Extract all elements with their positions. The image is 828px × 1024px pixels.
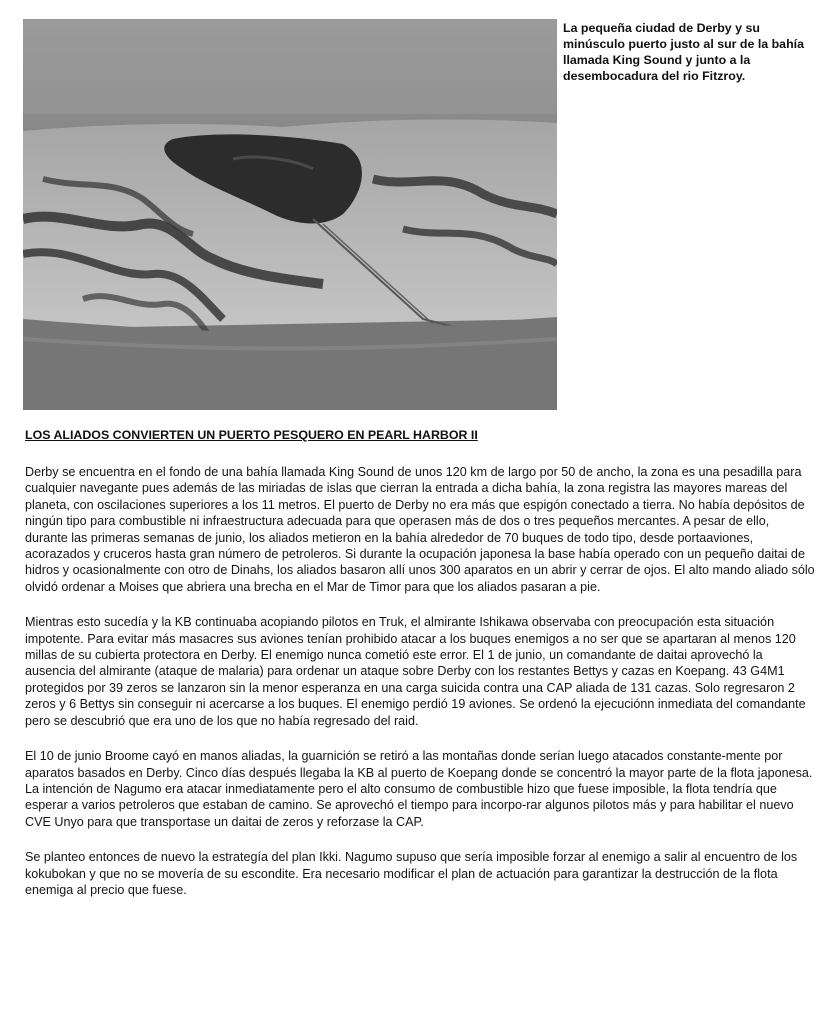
- photo-caption: La pequeña ciudad de Derby y su minúsculo puerto justo al sur de la bahía llamada King Sound y junto a la desembocadura del rio Fitzroy.: [563, 21, 804, 83]
- paragraph: Mientras esto sucedía y la KB continuaba acopiando pilotos en Truk, el almirante Ishikawa observaba con preocupación esta situación impotente. Para evitar más masacres sus aviones tenían prohibido atacar a los buques enemigos a no ser que se apartaran al menos 120 millas de su cubierta protectora en Derby. El enemigo nunca cometió este error. El 1 de junio, un comandante de daitai aprovechó la ausencia del almirante (ataque de malaria) para ordenar un ataque sobre Derby con los restantes Bettys y cazas en Koepang. 43 G4M1 protegidos por 39 zeros se lanzaron sin la menor esperanza en una carga suicida contra una CAP aliada de 131 cazas. Solo regresaron 2 zeros y 6 Bettys sin conseguir ni acercarse a los buques. El enemigo perdió 19 aviones. Se ordenó la ejecuciónn inmediata del comandante pero se descubrió que era uno de los que no había regresado del raid.: [25, 615, 806, 728]
- article-body: [25, 464, 815, 917]
- aerial-photo: [23, 19, 557, 410]
- paragraph: El 10 de junio Broome cayó en manos aliadas, la guarnición se retiró a las montañas donde serían luego atacados constante-mente por aparatos basados en Derby. Cinco días después llegaba la KB al puerto de Koepang donde se concentró la mayor parte de la flota japonesa. La intención de Nagumo era atacar inmediatamente pero el alto consumo de combustible hizo que fuese imposible, la flota tendría que esperar a varios petroleros que estaban de camino. Se aprovechó el tiempo para incorpo-rar algunos pilotos más y para habilitar el nuevo CVE Unyo para que transportase un daitai de zeros y reforzase la CAP.: [25, 749, 813, 829]
- article-heading: LOS ALIADOS CONVIERTEN UN PUERTO PESQUERO EN PEARL HARBOR II: [25, 428, 478, 442]
- paragraph: Se planteo entonces de nuevo la estrategía del plan Ikki. Nagumo supuso que sería imposible forzar al enemigo a salir al encuentro de los kokubokan y que no se movería de su escondite. Era necesario modificar el plan de actuación para garantizar la destrucción de la flota enemiga al precio que fuese.: [25, 850, 798, 897]
- paragraph: Derby se encuentra en el fondo de una bahía llamada King Sound de unos 120 km de largo por 50 de ancho, la zona es una pesadilla para cualquier navegante pues además de las miriadas de islas que cierran la entrada a dicha bahía, la zona registra las mayores mareas del planeta, con oscilaciones superiores a los 11 metros. El puerto de Derby no era más que espigón conectado a tierra. No había depósitos de ningún tipo para combustible ni infraestructura adecuada para que operasen más de dos o tres pequeños mercantes. A pesar de ello, durante las primeras semanas de junio, los aliados metieron en la bahía alrededor de 70 buques de todo tipo, desde portaaviones, acorazados y cruceros hasta gran número de petroleros. Si durante la ocupación japonesa la base había operado con un pequeño daitai de hidros y ocasionalmente con otro de Dinahs, los aliados basaron allí unos 300 aparatos en un abrir y cerrar de ojos. El alto mando aliado sólo olvidó ordenar a Moises que abriera una brecha en el Mar de Timor para que los aliados pasaran a pie.: [25, 465, 815, 594]
- aerial-photo-derby-king-sound: [23, 19, 557, 410]
